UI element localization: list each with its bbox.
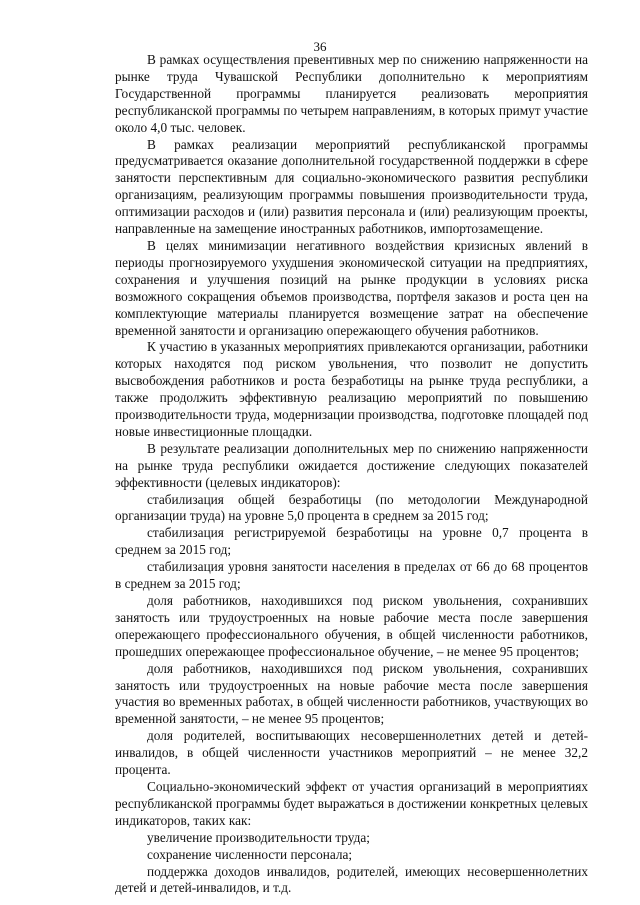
paragraph-preventive-measures: В рамках осуществления превентивных мер по снижению напряженности на рынке труда Чувашской Республики дополнительно к мероприятиям Государственной программы планируется реализовать мероприятия республиканской программы по четырем направлениям, в которых примут участие около 4,0 тыс. человек.: [115, 52, 588, 135]
page-number: 36: [313, 39, 327, 54]
indicator-general-unemployment: стабилизация общей безработицы (по методологии Международной организации труда) на уровне 5,0 процента в среднем за 2015 год;: [115, 491, 588, 524]
document-body: [115, 52, 588, 897]
effect-income-support: поддержка доходов инвалидов, родителей, имеющих несовершеннолетних детей и детей-инвалидов, и т.д.: [115, 863, 588, 896]
paragraph-state-support: В рамках реализации мероприятий республиканской программы предусматривается оказание дополнительной государственной поддержки в сфере занятости перспективным для социально-экономического развития республики организациям, реализующим программы повышения производительности труда, оптимизации расходов и (или) развития персонала и (или) реализующим проекты, направленные на замещение иностранных работников, импортозамещение.: [115, 136, 588, 237]
paragraph-crisis-minimization: В целях минимизации негативного воздействия кризисных явлений в периоды прогнозируемого ухудшения экономической ситуации на предприятиях, сохранения и улучшения позиций на рынке продукции в условиях риска возможного сокращения объемов производства, портфеля заказов и роста цен на комплектующие материалы планируется возмещение затрат на обеспечение временной занятости и организацию опережающего обучения работников.: [115, 237, 588, 338]
indicator-advanced-training-share: доля работников, находившихся под риском увольнения, сохранивших занятость или трудоустроенных на новые рабочие места после завершения опережающего профессионального обучения, в общей численности работников, прошедших опережающее профессиональное обучение, – не менее 95 процентов;: [115, 593, 588, 659]
effect-staff-retention: сохранение численности персонала;: [147, 846, 353, 862]
indicator-employment-level: стабилизация уровня занятости населения в пределах от 66 до 68 процентов в среднем за 2015 год;: [115, 559, 588, 592]
paragraph-socio-economic-effect: Социально-экономический эффект от участия организаций в мероприятиях республиканской программы будет выражаться в достижении конкретных целевых индикаторов, таких как:: [115, 778, 588, 828]
indicator-parents-share: доля родителей, воспитывающих несовершеннолетних детей и детей-инвалидов, в общей численности участников мероприятий – не менее 32,2 процента.: [115, 728, 588, 778]
effect-productivity: увеличение производительности труда;: [147, 829, 370, 845]
indicator-temporary-work-share: доля работников, находившихся под риском увольнения, сохранивших занятость или трудоустроенных на новые рабочие места после завершения участия во временных работах, в общей численности работников, участвующих во временной занятости, – не менее 95 процентов;: [115, 660, 588, 727]
paragraph-expected-results: В результате реализации дополнительных мер по снижению напряженности на рынке труда республики ожидается достижение следующих показателей эффективности (целевых индикаторов):: [115, 440, 588, 490]
indicator-registered-unemployment: стабилизация регистрируемой безработицы на уровне 0,7 процента в среднем за 2015 год;: [115, 525, 588, 558]
paragraph-participating-organizations: К участию в указанных мероприятиях привлекаются организации, работники которых находятся под риском увольнения, что позволит не допустить высвобождения работников и роста безработицы на рынке труда республики, а также продолжить эффективную реализацию мероприятий по повышению производительности труда, модернизации производства, подготовке площадей под новые инвестиционные площадки.: [115, 339, 588, 439]
